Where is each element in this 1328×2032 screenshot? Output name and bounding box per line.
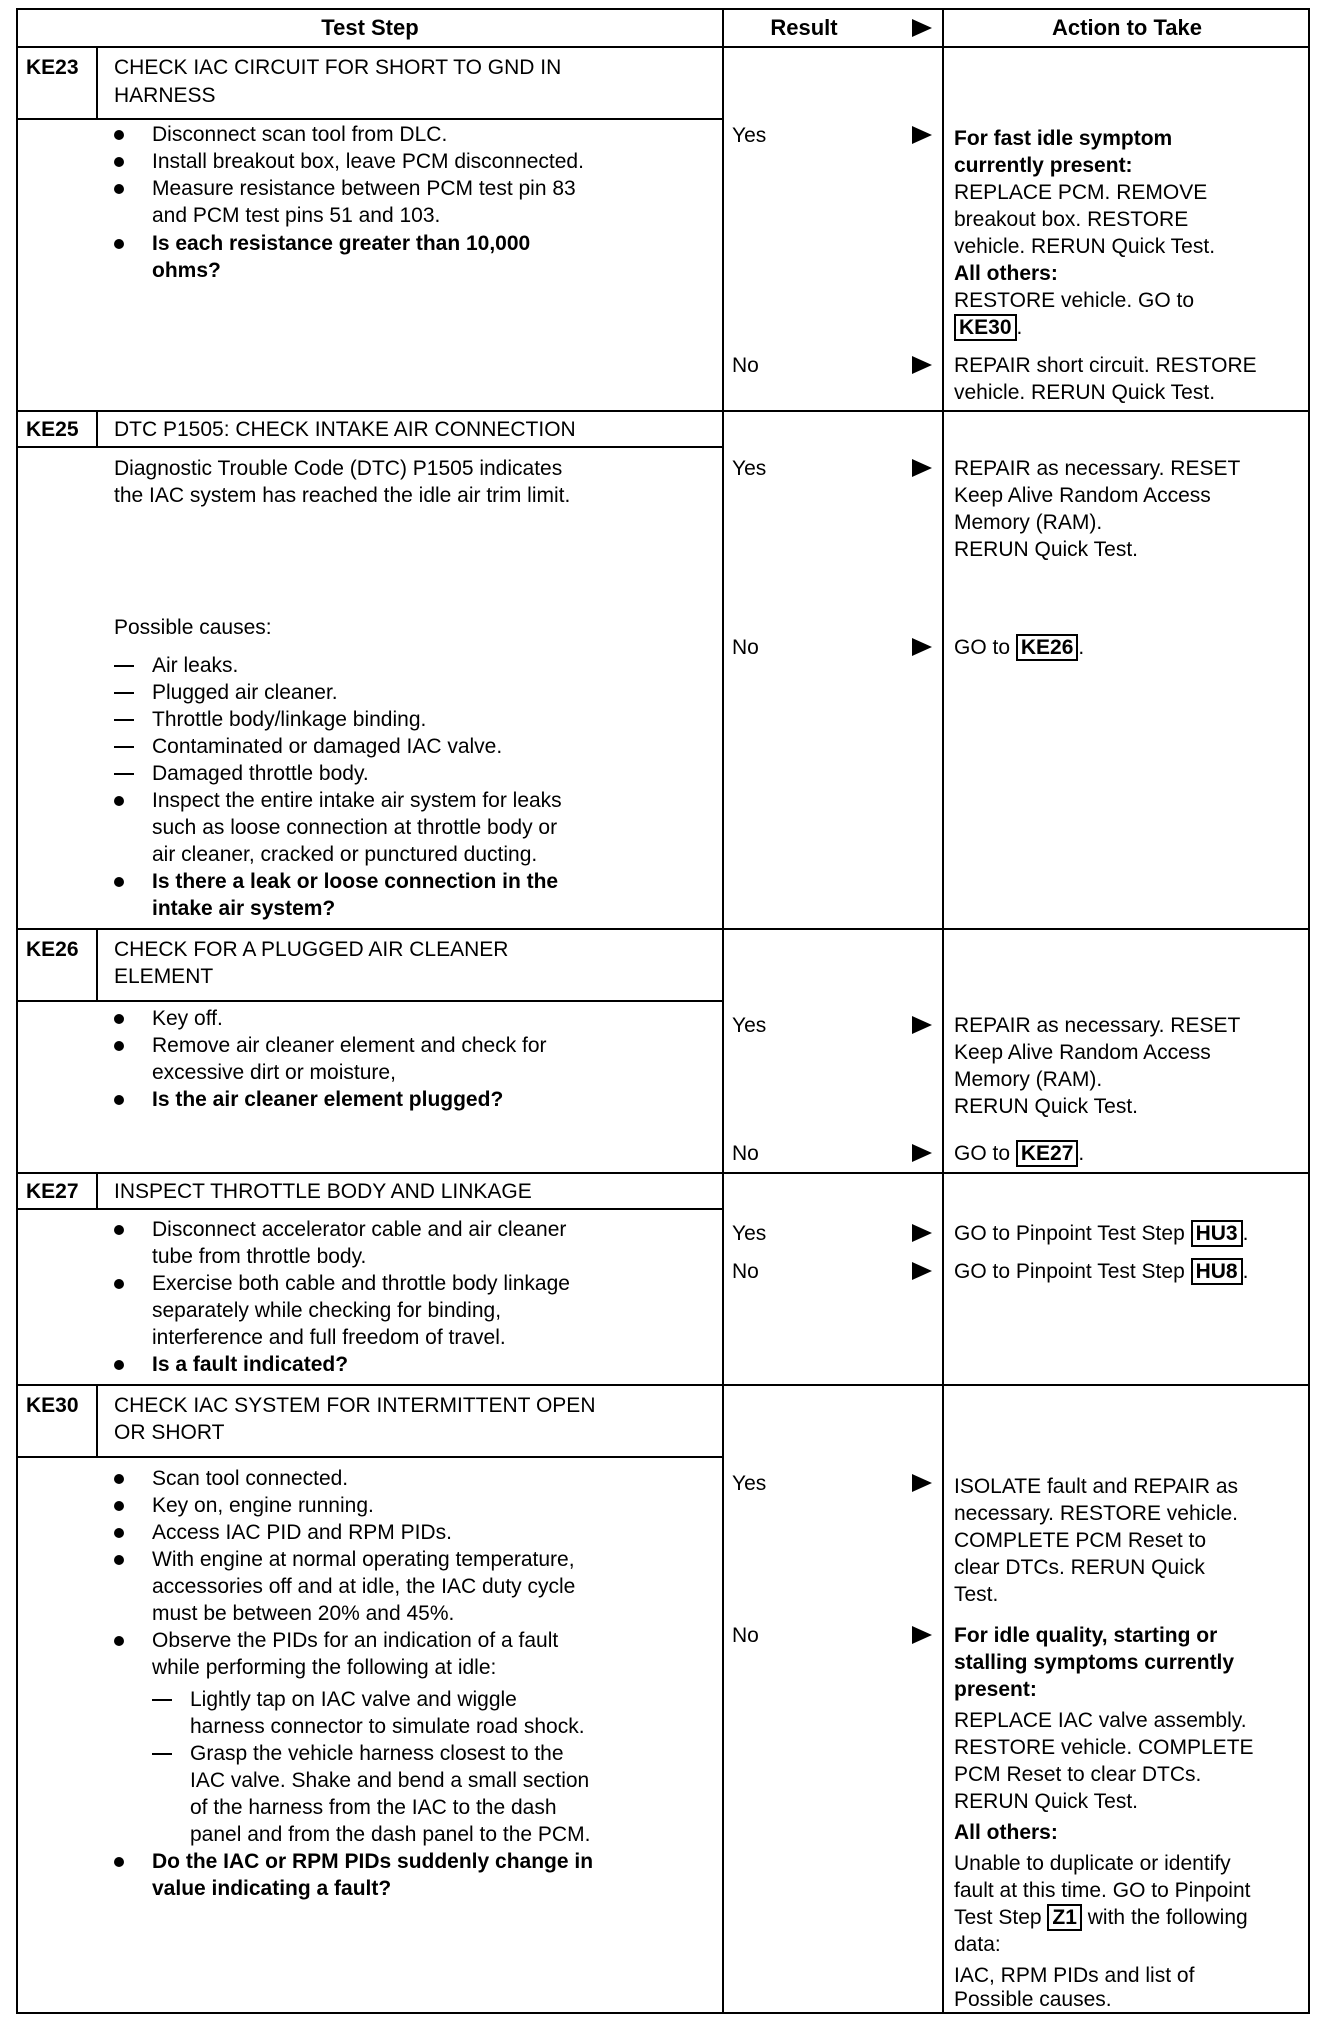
action-text: Test Step <box>954 1906 1042 1929</box>
step-id: KE27 <box>26 1180 79 1203</box>
step-question: value indicating a fault? <box>152 1877 392 1900</box>
step-text: Install breakout box, leave PCM disconnected. <box>152 150 584 173</box>
step-text: Exercise both cable and throttle body linkage <box>152 1272 570 1295</box>
step-text: Disconnect accelerator cable and air cleaner <box>152 1218 567 1241</box>
goto-reference[interactable]: KE26 <box>1016 634 1079 661</box>
goto-reference[interactable]: HU3 <box>1191 1220 1243 1247</box>
goto-link[interactable]: KE30 . <box>954 314 1022 341</box>
dash-icon <box>114 665 134 667</box>
goto-link[interactable]: GO to Pinpoint Test Step HU3 . <box>954 1222 1249 1245</box>
action-text: RESTORE vehicle. COMPLETE <box>954 1736 1254 1759</box>
action-text: clear DTCs. RERUN Quick <box>954 1556 1205 1579</box>
step-id-divider <box>96 1386 98 1456</box>
step-text: such as loose connection at throttle body or <box>152 816 558 839</box>
step-title: CHECK IAC CIRCUIT FOR SHORT TO GND IN <box>114 56 562 79</box>
section-divider <box>18 928 1308 930</box>
step-title-divider <box>18 1456 722 1458</box>
goto-reference[interactable]: Z1 <box>1047 1904 1082 1931</box>
step-question: Do the IAC or RPM PIDs suddenly change in <box>152 1850 594 1873</box>
action-text: Keep Alive Random Access <box>954 1041 1211 1064</box>
step-id: KE26 <box>26 938 79 961</box>
bullet-icon <box>114 239 124 249</box>
diagnostic-table <box>16 8 1310 2014</box>
bullet-icon <box>114 1014 124 1024</box>
step-id-divider <box>96 930 98 1000</box>
action-text: Keep Alive Random Access <box>954 484 1211 507</box>
action-text: RESTORE vehicle. GO to <box>954 289 1195 312</box>
bullet-icon <box>114 1279 124 1289</box>
action-text: GO to <box>954 1142 1011 1165</box>
header-action: Action to Take <box>1052 15 1202 40</box>
step-title-divider <box>18 118 722 120</box>
action-text: COMPLETE PCM Reset to <box>954 1529 1207 1552</box>
step-title: DTC P1505: CHECK INTAKE AIR CONNECTION <box>114 418 576 441</box>
step-title: HARNESS <box>114 84 216 107</box>
action-text: fault at this time. GO to Pinpoint <box>954 1879 1251 1902</box>
sub-step-text: IAC valve. Shake and bend a small section <box>190 1769 590 1792</box>
section-divider <box>18 1384 1308 1386</box>
step-question: Is there a leak or loose connection in the <box>152 870 559 893</box>
arrow-icon <box>912 1144 932 1162</box>
action-text: GO to Pinpoint Test Step <box>954 1222 1185 1245</box>
result-yes: Yes <box>732 457 767 480</box>
bullet-icon <box>114 1360 124 1370</box>
sub-step-text: Lightly tap on IAC valve and wiggle <box>190 1688 517 1711</box>
step-question: Is a fault indicated? <box>152 1353 349 1376</box>
possible-causes-label: Possible causes: <box>114 616 272 639</box>
action-text: REPAIR as necessary. RESET <box>954 1014 1241 1037</box>
action-text: data: <box>954 1933 1001 1956</box>
step-text: Diagnostic Trouble Code (DTC) P1505 indicates <box>114 457 563 480</box>
cause-text: Air leaks. <box>152 654 239 677</box>
action-text: Possible causes. <box>954 1988 1112 2011</box>
step-title: CHECK FOR A PLUGGED AIR CLEANER <box>114 938 509 961</box>
action-text: REPAIR as necessary. RESET <box>954 457 1241 480</box>
step-text: Scan tool connected. <box>152 1467 349 1490</box>
arrow-icon <box>912 638 932 656</box>
dash-icon <box>114 746 134 748</box>
step-text: Remove air cleaner element and check for <box>152 1034 547 1057</box>
result-yes: Yes <box>732 124 767 147</box>
sub-step-text: of the harness from the IAC to the dash <box>190 1796 557 1819</box>
header-divider <box>18 46 1308 48</box>
dash-icon <box>114 773 134 775</box>
action-text: Memory (RAM). <box>954 511 1103 534</box>
action-text: necessary. RESTORE vehicle. <box>954 1502 1238 1525</box>
action-text: For idle quality, starting or <box>954 1624 1218 1647</box>
action-text: RERUN Quick Test. <box>954 538 1138 561</box>
action-text: Unable to duplicate or identify <box>954 1852 1231 1875</box>
result-no: No <box>732 1624 759 1647</box>
step-text: With engine at normal operating temperature, <box>152 1548 575 1571</box>
step-text: separately while checking for binding, <box>152 1299 502 1322</box>
header-result: Result <box>770 15 838 40</box>
arrow-icon <box>912 1262 932 1280</box>
step-text: accessories off and at idle, the IAC duty cycle <box>152 1575 576 1598</box>
section-divider <box>18 1172 1308 1174</box>
arrow-icon <box>912 356 932 374</box>
bullet-icon <box>114 1474 124 1484</box>
step-title: ELEMENT <box>114 965 214 988</box>
action-text: PCM Reset to clear DTCs. <box>954 1763 1202 1786</box>
bullet-icon <box>114 1225 124 1235</box>
bullet-icon <box>114 877 124 887</box>
action-text: For fast idle symptom <box>954 127 1173 150</box>
goto-link[interactable]: GO to Pinpoint Test Step HU8 . <box>954 1260 1249 1283</box>
arrow-icon <box>912 126 932 144</box>
result-no: No <box>732 1260 759 1283</box>
step-text: Key on, engine running. <box>152 1494 374 1517</box>
step-text: must be between 20% and 45%. <box>152 1602 455 1625</box>
action-text: REPLACE IAC valve assembly. <box>954 1709 1247 1732</box>
cause-text: Damaged throttle body. <box>152 762 369 785</box>
goto-link[interactable]: GO to KE26 . <box>954 636 1085 659</box>
goto-reference[interactable]: KE27 <box>1016 1140 1079 1167</box>
column-divider-action <box>942 10 944 2012</box>
arrow-icon <box>912 1626 932 1644</box>
step-text: interference and full freedom of travel. <box>152 1326 506 1349</box>
step-text: Disconnect scan tool from DLC. <box>152 123 448 146</box>
action-text: REPAIR short circuit. RESTORE <box>954 354 1257 377</box>
result-yes: Yes <box>732 1222 767 1245</box>
dash-icon <box>114 692 134 694</box>
action-text: present: <box>954 1678 1037 1701</box>
cause-text: Throttle body/linkage binding. <box>152 708 427 731</box>
bullet-icon <box>114 1041 124 1051</box>
goto-link[interactable] <box>954 1904 1248 1931</box>
bullet-icon <box>114 130 124 140</box>
action-text: RERUN Quick Test. <box>954 1790 1138 1813</box>
step-text: excessive dirt or moisture, <box>152 1061 396 1084</box>
step-title-divider <box>18 1000 722 1002</box>
step-text: tube from throttle body. <box>152 1245 367 1268</box>
step-text: Measure resistance between PCM test pin 83 <box>152 177 576 200</box>
step-text: while performing the following at idle: <box>152 1656 497 1679</box>
action-text: ISOLATE fault and REPAIR as <box>954 1475 1239 1498</box>
action-text: vehicle. RERUN Quick Test. <box>954 235 1216 258</box>
action-text: Test. <box>954 1583 999 1606</box>
step-text: air cleaner, cracked or punctured ducting. <box>152 843 538 866</box>
step-title-divider <box>18 1208 722 1210</box>
arrow-icon <box>912 1016 932 1034</box>
step-question: Is the air cleaner element plugged? <box>152 1088 504 1111</box>
arrow-icon <box>912 459 932 477</box>
cause-text: Plugged air cleaner. <box>152 681 338 704</box>
header-test-step: Test Step <box>321 15 419 40</box>
action-text: GO to <box>954 636 1011 659</box>
result-no: No <box>732 354 759 377</box>
bullet-icon <box>114 1501 124 1511</box>
goto-reference[interactable]: HU8 <box>1191 1258 1243 1285</box>
step-question: Is each resistance greater than 10,000 <box>152 232 531 255</box>
step-id-divider <box>96 412 98 446</box>
action-text: vehicle. RERUN Quick Test. <box>954 381 1216 404</box>
action-text: All others: <box>954 262 1058 285</box>
result-no: No <box>732 636 759 659</box>
action-text: breakout box. RESTORE <box>954 208 1189 231</box>
bullet-icon <box>114 1636 124 1646</box>
step-title-divider <box>18 446 722 448</box>
column-divider-result <box>722 10 724 2012</box>
bullet-icon <box>114 157 124 167</box>
action-text: All others: <box>954 1821 1058 1844</box>
arrow-icon <box>912 1224 932 1242</box>
header-arrow-icon <box>912 19 932 37</box>
step-question: intake air system? <box>152 897 336 920</box>
step-id-divider <box>96 48 98 118</box>
step-question: ohms? <box>152 259 221 282</box>
arrow-icon <box>912 1474 932 1492</box>
action-text: REPLACE PCM. REMOVE <box>954 181 1208 204</box>
action-text: with the following <box>1087 1906 1248 1929</box>
step-text: Observe the PIDs for an indication of a fault <box>152 1629 559 1652</box>
action-text: GO to Pinpoint Test Step <box>954 1260 1185 1283</box>
section-divider <box>18 410 1308 412</box>
action-text: stalling symptoms currently <box>954 1651 1235 1674</box>
result-yes: Yes <box>732 1472 767 1495</box>
step-id-divider <box>96 1174 98 1208</box>
action-text: Memory (RAM). <box>954 1068 1103 1091</box>
action-text: IAC, RPM PIDs and list of <box>954 1964 1195 1987</box>
step-id: KE23 <box>26 56 79 79</box>
bullet-icon <box>114 1528 124 1538</box>
dash-icon <box>152 1699 172 1701</box>
bullet-icon <box>114 1857 124 1867</box>
action-text: currently present: <box>954 154 1133 177</box>
result-no: No <box>732 1142 759 1165</box>
step-text: the IAC system has reached the idle air trim limit. <box>114 484 571 507</box>
bullet-icon <box>114 1555 124 1565</box>
action-text: RERUN Quick Test. <box>954 1095 1138 1118</box>
bullet-icon <box>114 796 124 806</box>
cause-text: Contaminated or damaged IAC valve. <box>152 735 503 758</box>
sub-step-text: Grasp the vehicle harness closest to the <box>190 1742 564 1765</box>
bullet-icon <box>114 184 124 194</box>
step-id: KE30 <box>26 1394 79 1417</box>
goto-link[interactable]: GO to KE27 . <box>954 1142 1085 1165</box>
step-title: CHECK IAC SYSTEM FOR INTERMITTENT OPEN <box>114 1394 596 1417</box>
dash-icon <box>152 1753 172 1755</box>
bullet-icon <box>114 1095 124 1105</box>
step-title: INSPECT THROTTLE BODY AND LINKAGE <box>114 1180 532 1203</box>
step-text: and PCM test pins 51 and 103. <box>152 204 441 227</box>
step-id: KE25 <box>26 418 79 441</box>
step-title: OR SHORT <box>114 1421 225 1444</box>
sub-step-text: panel and from the dash panel to the PCM. <box>190 1823 591 1846</box>
goto-reference[interactable]: KE30 <box>954 314 1017 341</box>
step-text: Inspect the entire intake air system for leaks <box>152 789 562 812</box>
step-text: Key off. <box>152 1007 223 1030</box>
result-yes: Yes <box>732 1014 767 1037</box>
step-text: Access IAC PID and RPM PIDs. <box>152 1521 452 1544</box>
sub-step-text: harness connector to simulate road shock. <box>190 1715 585 1738</box>
dash-icon <box>114 719 134 721</box>
